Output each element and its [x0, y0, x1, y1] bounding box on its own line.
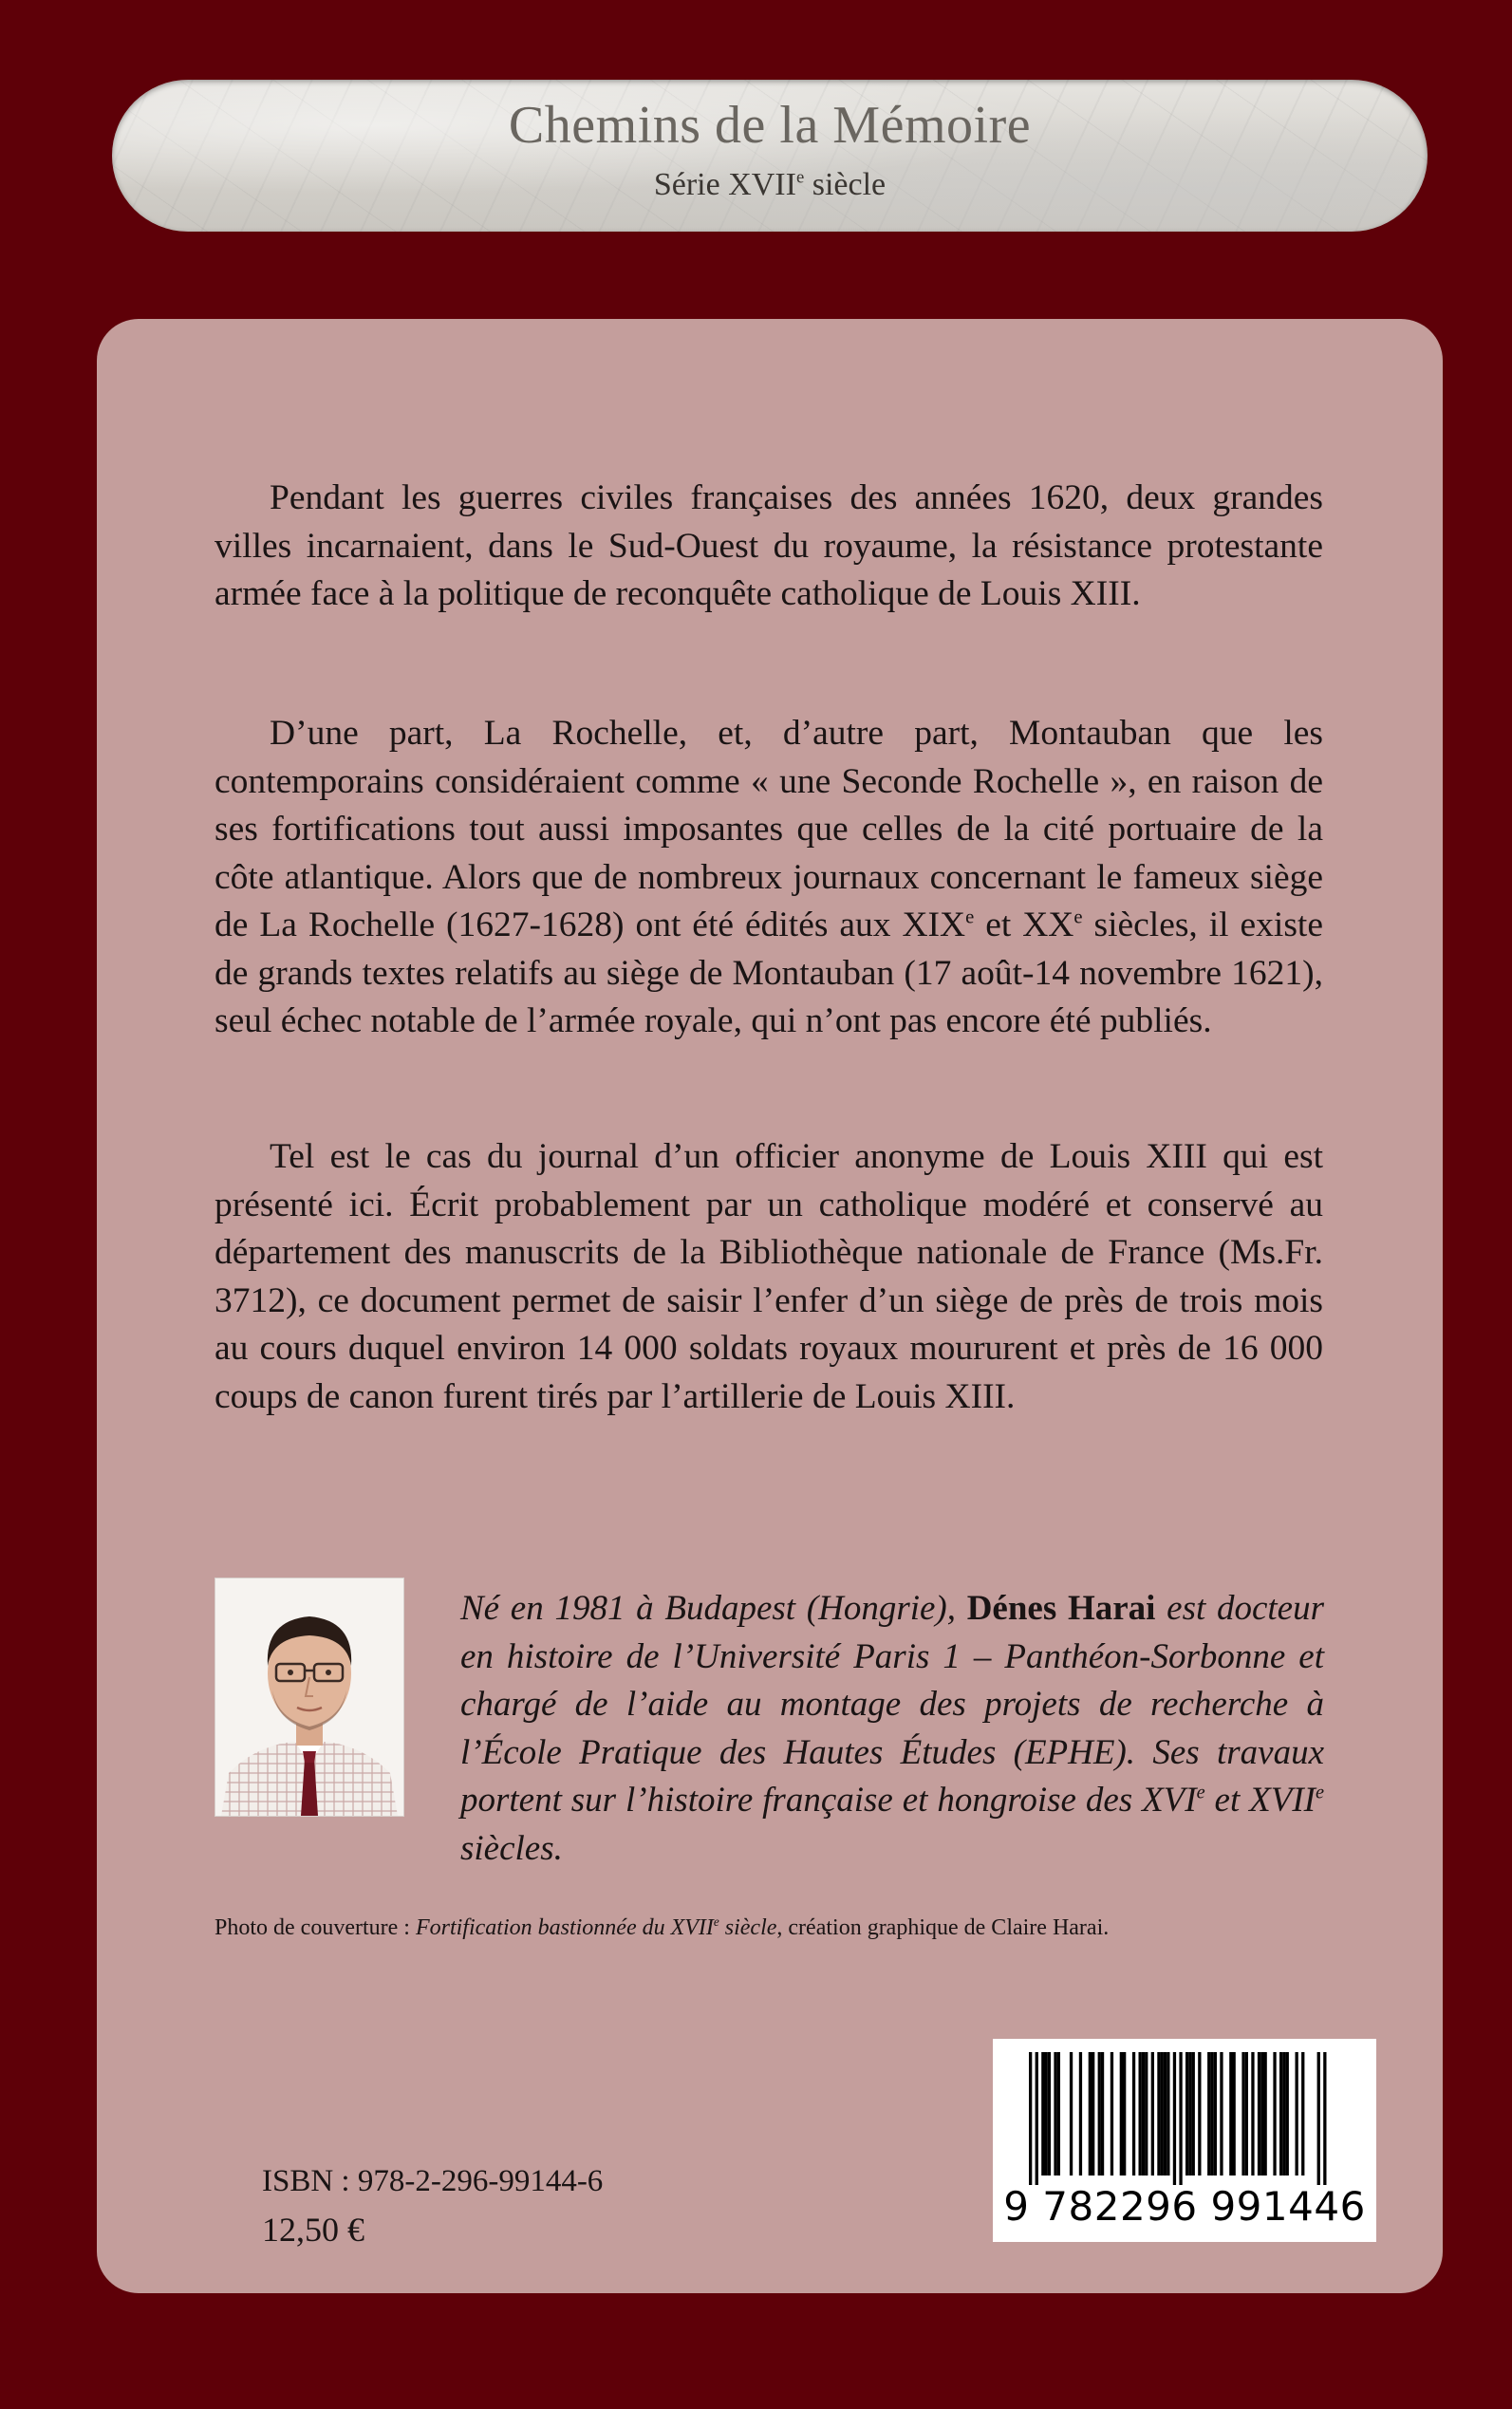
barcode-bar — [1210, 2052, 1213, 2176]
barcode-bar — [1282, 2052, 1285, 2176]
barcode-bar — [1188, 2052, 1191, 2176]
series-title: Chemins de la Mémoire — [508, 96, 1032, 155]
barcode-bar — [1323, 2052, 1326, 2185]
barcode-bar — [1207, 2052, 1210, 2176]
p2-sup-1: e — [965, 906, 975, 928]
barcode-bar — [1214, 2052, 1217, 2176]
barcode — [993, 2039, 1376, 2242]
series-subtitle-suffix: siècle — [804, 167, 887, 202]
barcode-bar — [1264, 2052, 1267, 2176]
series-subtitle-text: Série XVII — [653, 167, 796, 202]
barcode-bar — [1101, 2052, 1104, 2176]
barcode-bar — [1079, 2052, 1082, 2176]
barcode-bar — [1057, 2052, 1060, 2176]
barcode-bar — [1142, 2052, 1145, 2176]
credit-label: Photo de couverture : — [215, 1915, 416, 1940]
bio-sup-1: e — [1196, 1782, 1205, 1803]
barcode-bar — [1185, 2052, 1188, 2176]
barcode-bar — [1179, 2052, 1182, 2185]
barcode-bar — [1151, 2052, 1154, 2176]
barcode-bar — [1229, 2052, 1232, 2176]
p2-text-a: D’une part, La Rochelle, et, d’autre part, Montauban que les contemporains considéraient comme « une Seconde Rochelle », en raison de ses fortifications tout aussi imposantes que celles de la cité portuaire de la côte atlantique. Alors que de nombreux journaux concernant le fameux siège de La Rochelle (1627-1628) ont été édités aux XIX — [215, 714, 1323, 944]
p2-text-b: et XX — [974, 906, 1074, 944]
barcode-bar — [1260, 2052, 1263, 2176]
barcode-bar — [1273, 2052, 1276, 2176]
barcode-bar — [1167, 2052, 1169, 2176]
barcode-bar — [1286, 2052, 1289, 2176]
barcode-bar — [1251, 2052, 1254, 2176]
barcode-bar — [1233, 2052, 1236, 2176]
barcode-bar — [1145, 2052, 1148, 2176]
barcode-bar — [1296, 2052, 1298, 2176]
barcode-bar — [1220, 2052, 1223, 2176]
p2-text-c: siècles, il existe de grands textes relatifs au siège de Montauban (17 août-14 novembre 1621), seul échec notable de l’armée royale, qui n’ont pas encore été publiés. — [215, 906, 1323, 1040]
barcode-bar — [1120, 2052, 1123, 2176]
barcode-bar — [1048, 2052, 1051, 2176]
series-subtitle-sup: e — [795, 167, 805, 188]
isbn: ISBN : 978-2-296-99144-6 — [262, 2164, 604, 2198]
barcode-bar — [1279, 2052, 1282, 2176]
bio-text-c: et XVII — [1204, 1781, 1316, 1820]
barcode-bar — [1070, 2052, 1073, 2176]
barcode-bar — [1317, 2052, 1320, 2185]
barcode-bar — [1173, 2052, 1176, 2185]
summary-paragraph-1: Pendant les guerres civiles françaises des années 1620, deux grandes villes incarnaient, dans le Sud-Ouest du royaume, la résistance protestante armée face à la politique de reconquête catholique de Louis XIII. — [215, 478, 1323, 613]
barcode-bar — [1029, 2052, 1032, 2185]
series-subtitle — [112, 167, 1428, 203]
barcode-bar — [1123, 2052, 1126, 2176]
barcode-digits: 9 782296 991446 — [1003, 2183, 1366, 2230]
photo-credit — [215, 1915, 1353, 1941]
barcode-bar — [1139, 2052, 1142, 2176]
bio-text-a: Né en 1981 à Budapest (Hongrie), — [460, 1589, 967, 1628]
series-banner — [112, 80, 1428, 232]
barcode-bar — [1258, 2052, 1260, 2176]
barcode-bar — [1192, 2052, 1195, 2176]
bio-text-d: siècles. — [460, 1828, 563, 1868]
author-bio — [460, 1585, 1324, 1873]
price: 12,50 € — [262, 2211, 364, 2249]
barcode-bar — [1036, 2052, 1038, 2185]
credit-work-sup: e — [713, 1914, 719, 1929]
summary-paragraph-3: Tel est le cas du journal d’un officier anonyme de Louis XIII qui est présenté ici. Écrit probablement par un catholique modéré et conservé au département des manuscrits de la Bibliothèque nationale de France (Ms.Fr. 3712), ce document permet de saisir l’enfer d’un siège de près de trois mois au cours duquel environ 14 000 soldats royaux moururent et près de 16 000 coups de canon furent tirés par l’artillerie de Louis XIII. — [215, 1137, 1323, 1416]
barcode-bar — [1164, 2052, 1167, 2176]
credit-work-b: siècle — [719, 1915, 777, 1940]
barcode-bar — [1111, 2052, 1113, 2176]
barcode-bar — [1092, 2052, 1094, 2176]
barcode-bar — [1157, 2052, 1160, 2176]
credit-rest: , création graphique de Claire Harai. — [776, 1915, 1110, 1940]
summary-paragraph-2 — [215, 710, 1323, 1046]
barcode-bar — [1098, 2052, 1101, 2176]
barcode-bar — [1301, 2052, 1304, 2176]
barcode-bar — [1089, 2052, 1092, 2176]
author-name: Dénes Harai — [966, 1589, 1156, 1628]
back-cover-panel — [97, 319, 1443, 2293]
barcode-bar — [1132, 2052, 1135, 2176]
barcode-bar — [1198, 2052, 1201, 2176]
barcode-bar — [1041, 2052, 1044, 2176]
barcode-bar — [1161, 2052, 1164, 2176]
barcode-bar — [1054, 2052, 1056, 2176]
author-photo — [215, 1578, 404, 1817]
author-portrait-image — [215, 1578, 403, 1816]
p2-sup-2: e — [1073, 906, 1083, 928]
barcode-bar — [1245, 2052, 1248, 2176]
barcode-bar — [1045, 2052, 1048, 2176]
bio-sup-2: e — [1315, 1782, 1325, 1803]
credit-work-a: Fortification bastionnée du XVII — [415, 1915, 714, 1940]
bio-text-b: est docteur en histoire de l’Université Paris 1 – Panthéon-Sorbonne et chargé de l’aide au montage des projets de recherche à l’École Pratique des Hautes Études (EPHE). Ses travaux portent sur l’histoire française et hongroise des XVI — [460, 1589, 1324, 1820]
barcode-bar — [1241, 2052, 1244, 2176]
